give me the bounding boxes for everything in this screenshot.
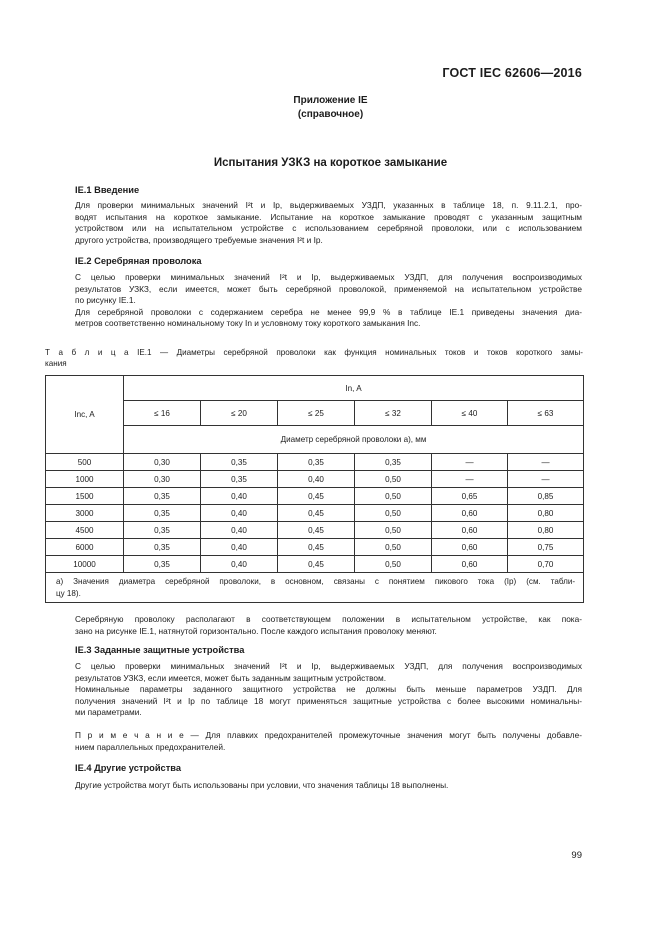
diameter-cell: 0,35 bbox=[124, 505, 201, 522]
diameter-cell: 0,40 bbox=[278, 471, 355, 488]
text-line: другого устройства, производящего требуемые значения I²t и Ip. bbox=[75, 234, 323, 245]
diameter-cell: 0,65 bbox=[432, 488, 508, 505]
text-line: по рисунку IE.1. bbox=[75, 295, 136, 306]
diameter-cell: 0,50 bbox=[355, 556, 432, 573]
row-inc-value: 4500 bbox=[46, 522, 124, 539]
silver-wire-table bbox=[45, 375, 584, 603]
text-line: Номинальные параметры заданного защитного устройства не должны быть меньше параметров УЗДП. Для bbox=[75, 684, 582, 695]
text-line: получения значений I²t и Ip по таблице 18 могут применяться защитные устройства с более высокими номинальны- bbox=[75, 695, 582, 706]
diameter-cell: 0,45 bbox=[278, 505, 355, 522]
table-row bbox=[46, 488, 584, 505]
caption-line: Т а б л и ц а IE.1 — Диаметры серебряной проволоки как функция номинальных токов и токов короткого замы- bbox=[45, 348, 583, 357]
diameter-cell: 0,35 bbox=[201, 471, 278, 488]
section-heading-ie3: IE.3 Заданные защитные устройства bbox=[75, 645, 245, 655]
column-header: ≤ 20 bbox=[201, 401, 278, 426]
diameter-cell: — bbox=[432, 471, 508, 488]
column-header: ≤ 25 bbox=[278, 401, 355, 426]
column-group-in: In, A bbox=[124, 376, 584, 401]
note-text bbox=[75, 730, 582, 753]
text-line: Другие устройства могут быть использованы при условии, что значения таблицы 18 выполнены. bbox=[75, 780, 449, 790]
table-footnote bbox=[46, 573, 584, 603]
table-caption bbox=[45, 347, 583, 369]
section-ie3-text bbox=[75, 661, 582, 719]
text-line: С целью проверки минимальных значений I²t и Ip, выдерживаемых УЗДП, для получения воспроизводимых bbox=[75, 661, 582, 671]
table-row bbox=[46, 505, 584, 522]
diameter-cell: 0,35 bbox=[355, 454, 432, 471]
diameter-cell: 0,40 bbox=[201, 556, 278, 573]
diameter-cell: 0,45 bbox=[278, 522, 355, 539]
text-line: зано на рисунке IE.1, натянутой горизонтально. После каждого испытания проволоку меняют. bbox=[75, 625, 437, 636]
text-line: результатов УЗКЗ, если имеется, может быть серебряной проволокой, применяемой на испытательном устройстве bbox=[75, 283, 582, 294]
table-row bbox=[46, 454, 584, 471]
row-inc-value: 500 bbox=[46, 454, 124, 471]
diameter-cell: 0,80 bbox=[508, 522, 584, 539]
section-ie4-text bbox=[75, 780, 582, 792]
caption-line: кания bbox=[45, 359, 67, 368]
footnote-line: цу 18). bbox=[56, 588, 81, 598]
diameter-cell: 0,40 bbox=[201, 505, 278, 522]
text-line: результатов УЗКЗ, если имеется, может быть заданным защитным устройством. bbox=[75, 672, 387, 683]
diameter-cell: 0,85 bbox=[508, 488, 584, 505]
diameter-cell: 0,40 bbox=[201, 488, 278, 505]
table-row bbox=[46, 539, 584, 556]
diameter-cell: 0,50 bbox=[355, 471, 432, 488]
footnote-line: a) Значения диаметра серебряной проволоки, в основном, связаны с понятием пикового тока (Ip) (см. табли- bbox=[56, 577, 576, 586]
diameter-subheader: Диаметр серебряной проволоки a), мм bbox=[124, 426, 584, 454]
diameter-cell: 0,50 bbox=[355, 539, 432, 556]
text-line: метров соответственно номинальному току In и условному току короткого замыкания Inc. bbox=[75, 318, 421, 329]
text-line: ми параметрами. bbox=[75, 707, 142, 718]
text-line: П р и м е ч а н и е — Для плавких предохранителей промежуточные значения могут быть получены добавле- bbox=[75, 730, 582, 740]
standard-header: ГОСТ IEC 62606—2016 bbox=[442, 66, 582, 80]
diameter-cell: 0,30 bbox=[124, 454, 201, 471]
column-header: ≤ 16 bbox=[124, 401, 201, 426]
diameter-cell: 0,60 bbox=[432, 556, 508, 573]
text-line: устройством или на испытательном устройстве с использованием серебряной проволоки, или с использованием bbox=[75, 223, 582, 234]
section-heading-ie1: IE.1 Введение bbox=[75, 185, 140, 195]
diameter-cell: 0,40 bbox=[201, 539, 278, 556]
after-table-text bbox=[75, 614, 582, 637]
diameter-cell: 0,45 bbox=[278, 539, 355, 556]
table-row bbox=[46, 471, 584, 488]
row-header-inc: Inc, A bbox=[46, 376, 124, 454]
text-line: Серебряную проволоку располагают в соответствующем положении в испытательном устройстве, как пока- bbox=[75, 614, 582, 624]
diameter-cell: 0,35 bbox=[124, 556, 201, 573]
page-number: 99 bbox=[571, 850, 582, 861]
section-ie2-text bbox=[75, 272, 582, 330]
annex-title: Приложение IE bbox=[293, 95, 368, 106]
diameter-cell: 0,80 bbox=[508, 505, 584, 522]
table-row bbox=[46, 522, 584, 539]
annex-subtitle: (справочное) bbox=[297, 109, 364, 120]
section-heading-ie4: IE.4 Другие устройства bbox=[75, 763, 182, 773]
diameter-cell: 0,35 bbox=[201, 454, 278, 471]
column-header: ≤ 40 bbox=[432, 401, 508, 426]
diameter-cell: 0,45 bbox=[278, 556, 355, 573]
row-inc-value: 3000 bbox=[46, 505, 124, 522]
diameter-cell: 0,35 bbox=[124, 522, 201, 539]
row-inc-value: 1000 bbox=[46, 471, 124, 488]
text-line: С целью проверки минимальных значений I²t и Ip, выдерживаемых УЗДП, для получения воспроизводимых bbox=[75, 272, 582, 282]
column-header: ≤ 32 bbox=[355, 401, 432, 426]
diameter-cell: 0,40 bbox=[201, 522, 278, 539]
section-ie1-text bbox=[75, 200, 582, 246]
diameter-cell: 0,35 bbox=[124, 488, 201, 505]
row-inc-value: 1500 bbox=[46, 488, 124, 505]
row-inc-value: 10000 bbox=[46, 556, 124, 573]
diameter-cell: 0,50 bbox=[355, 505, 432, 522]
row-inc-value: 6000 bbox=[46, 539, 124, 556]
column-header: ≤ 63 bbox=[508, 401, 584, 426]
diameter-cell: — bbox=[432, 454, 508, 471]
section-heading-ie2: IE.2 Серебряная проволока bbox=[75, 256, 202, 266]
diameter-cell: — bbox=[508, 471, 584, 488]
page-title: Испытания УЗКЗ на короткое замыкание bbox=[213, 157, 448, 169]
text-line: водят испытания на короткое замыкание. Испытание на короткое замыкание проводят с указанным защитным bbox=[75, 211, 582, 222]
diameter-cell: 0,60 bbox=[432, 505, 508, 522]
text-line: Для проверки минимальных значений I²t и Ip, выдерживаемых УЗДП, указанных в таблице 18, п. 9.11.2.1, про- bbox=[75, 200, 582, 210]
diameter-cell: 0,50 bbox=[355, 488, 432, 505]
diameter-cell: 0,75 bbox=[508, 539, 584, 556]
diameter-cell: — bbox=[508, 454, 584, 471]
text-line: нием параллельных предохранителей. bbox=[75, 741, 226, 752]
diameter-cell: 0,35 bbox=[124, 539, 201, 556]
diameter-cell: 0,45 bbox=[278, 488, 355, 505]
diameter-cell: 0,50 bbox=[355, 522, 432, 539]
diameter-cell: 0,30 bbox=[124, 471, 201, 488]
diameter-cell: 0,60 bbox=[432, 522, 508, 539]
diameter-cell: 0,60 bbox=[432, 539, 508, 556]
diameter-cell: 0,70 bbox=[508, 556, 584, 573]
text-line: Для серебряной проволоки с содержанием серебра не менее 99,9 % в таблице IE.1 приведены значения диа- bbox=[75, 306, 582, 317]
diameter-cell: 0,35 bbox=[278, 454, 355, 471]
table-row bbox=[46, 556, 584, 573]
